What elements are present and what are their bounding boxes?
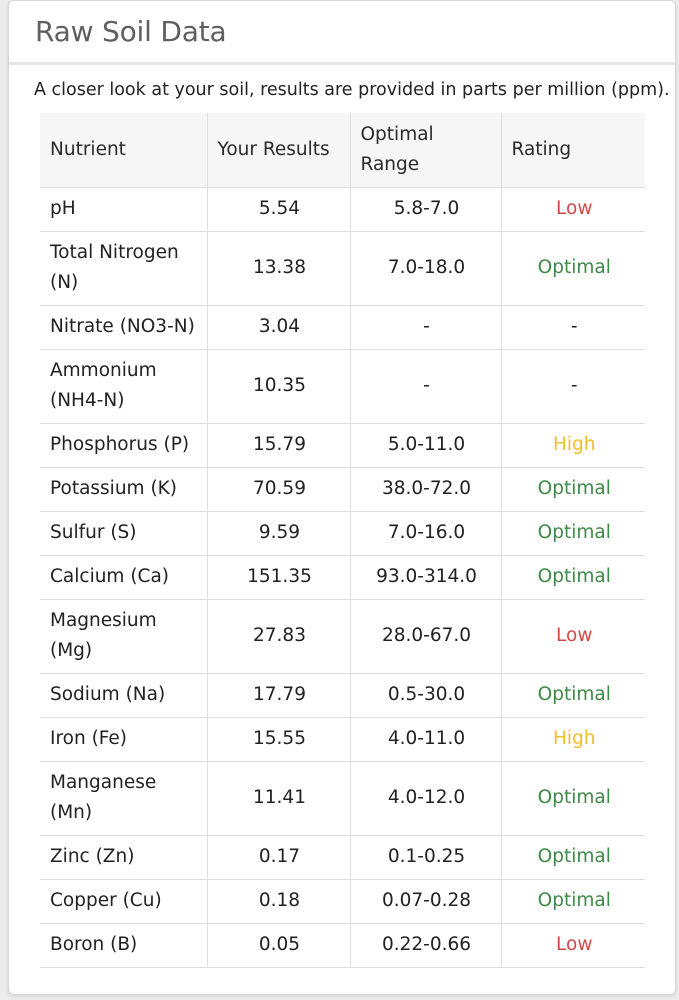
panel-header [9,1,675,65]
range-cell: 4.0-11.0 [350,717,501,761]
result-cell: 3.04 [207,305,350,349]
result-cell: 15.79 [207,423,350,467]
range-cell: 93.0-314.0 [350,555,501,599]
header-rating: Rating [501,113,645,187]
table-row [40,305,645,349]
rating-cell: High [501,423,645,467]
result-cell: 17.79 [207,673,350,717]
result-cell: 27.83 [207,599,350,673]
table-row [40,879,645,923]
nutrient-cell: Copper (Cu) [40,879,207,923]
header-optimal-range: Optimal Range [350,113,501,187]
rating-cell: Optimal [501,231,645,305]
rating-cell: Low [501,923,645,967]
intro-text: A closer look at your soil, results are provided in parts per million (ppm). [34,80,670,100]
nutrient-cell: Potassium (K) [40,467,207,511]
result-cell: 0.05 [207,923,350,967]
rating-cell: Low [501,599,645,673]
rating-cell: Optimal [501,555,645,599]
result-cell: 5.54 [207,187,350,231]
range-cell: 5.8-7.0 [350,187,501,231]
raw-soil-data-panel [8,0,676,995]
nutrient-cell: Total Nitrogen (N) [40,231,207,305]
rating-cell: Optimal [501,467,645,511]
range-cell: 0.5-30.0 [350,673,501,717]
result-cell: 151.35 [207,555,350,599]
table-row [40,555,645,599]
range-cell: 28.0-67.0 [350,599,501,673]
table-row [40,599,645,673]
panel-title: Raw Soil Data [35,15,227,48]
rating-cell: High [501,717,645,761]
nutrient-cell: Nitrate (NO3-N) [40,305,207,349]
table-row [40,231,645,305]
range-cell: 0.1-0.25 [350,835,501,879]
table-row [40,423,645,467]
range-cell: - [350,349,501,423]
rating-cell: Low [501,187,645,231]
rating-cell: - [501,305,645,349]
nutrient-cell: Sulfur (S) [40,511,207,555]
nutrient-cell: Ammonium (NH4-N) [40,349,207,423]
table-row [40,673,645,717]
header-row [40,113,645,187]
nutrient-cell: Magnesium (Mg) [40,599,207,673]
nutrient-cell: Manganese (Mn) [40,761,207,835]
nutrient-cell: Phosphorus (P) [40,423,207,467]
range-cell: 5.0-11.0 [350,423,501,467]
range-cell: 7.0-16.0 [350,511,501,555]
table-row [40,467,645,511]
result-cell: 0.18 [207,879,350,923]
rating-cell: - [501,349,645,423]
table-header [40,113,645,187]
table-row [40,349,645,423]
rating-cell: Optimal [501,673,645,717]
result-cell: 11.41 [207,761,350,835]
result-cell: 13.38 [207,231,350,305]
table-row [40,717,645,761]
table-row [40,923,645,967]
range-cell: 0.07-0.28 [350,879,501,923]
rating-cell: Optimal [501,511,645,555]
table-row [40,835,645,879]
soil-data-table [40,113,645,968]
nutrient-cell: Zinc (Zn) [40,835,207,879]
result-cell: 10.35 [207,349,350,423]
table-row [40,761,645,835]
result-cell: 15.55 [207,717,350,761]
rating-cell: Optimal [501,835,645,879]
header-your-results: Your Results [207,113,350,187]
range-cell: 38.0-72.0 [350,467,501,511]
range-cell: - [350,305,501,349]
nutrient-cell: Boron (B) [40,923,207,967]
result-cell: 0.17 [207,835,350,879]
header-nutrient: Nutrient [40,113,207,187]
range-cell: 4.0-12.0 [350,761,501,835]
nutrient-cell: pH [40,187,207,231]
result-cell: 70.59 [207,467,350,511]
table-row [40,511,645,555]
table-body [40,187,645,967]
range-cell: 0.22-0.66 [350,923,501,967]
rating-cell: Optimal [501,879,645,923]
table-row [40,187,645,231]
nutrient-cell: Calcium (Ca) [40,555,207,599]
range-cell: 7.0-18.0 [350,231,501,305]
result-cell: 9.59 [207,511,350,555]
nutrient-cell: Iron (Fe) [40,717,207,761]
nutrient-cell: Sodium (Na) [40,673,207,717]
rating-cell: Optimal [501,761,645,835]
